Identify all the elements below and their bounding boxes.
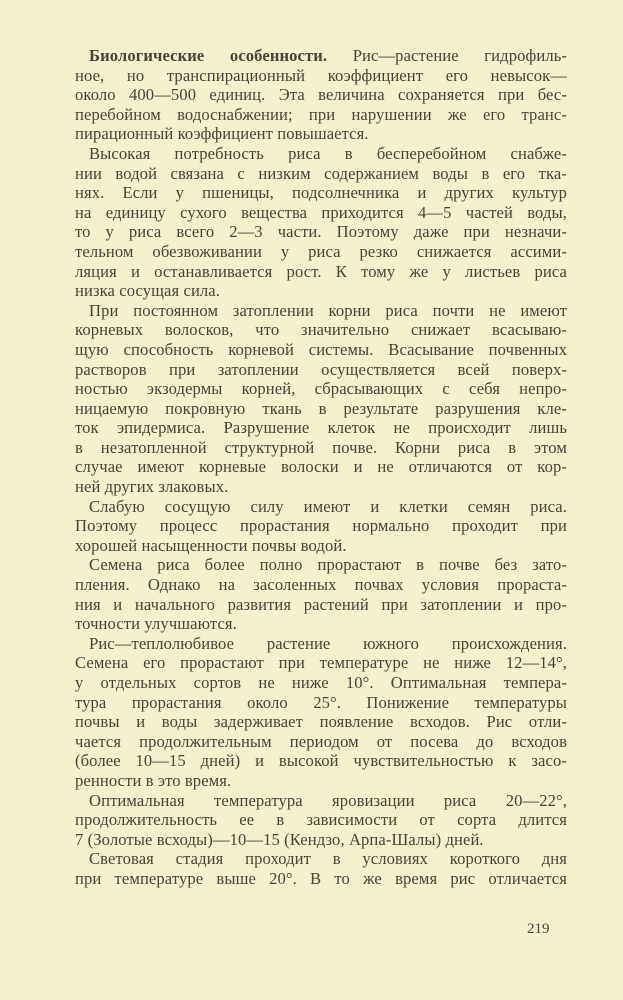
text-line <box>75 46 567 66</box>
text-line: в незатопленной структурной почве. Корни риса в этом <box>75 437 567 457</box>
text-line: ния и начального развития растений при затоплении и про- <box>75 594 567 614</box>
text-line: на единицу сухого вещества приходится 4—5 частей воды, <box>75 202 567 222</box>
text-line: Высокая потребность риса в бесперебойном снабже- <box>89 143 567 163</box>
text-line: Поэтому процесс прорастания нормально проходит при <box>75 516 567 536</box>
text-line: точности улучшаются. <box>75 614 237 634</box>
paragraph <box>75 634 567 791</box>
text-line: тельном обезвоживании у риса резко снижается ассими- <box>75 241 567 261</box>
text-line: корневых волосков, что значительно снижает всасываю- <box>75 320 567 340</box>
text-line: хорошей насыщенности почвы водой. <box>75 535 347 555</box>
text-line: перебойном водоснабжении; при нарушении же его транс- <box>75 104 567 124</box>
paragraph <box>75 555 567 633</box>
text-line: 7 (Золотые всходы)—10—15 (Кендзо, Арпа-Шалы) дней. <box>75 829 484 849</box>
text-line: ницаемую покровную ткань в результате разрушения кле- <box>75 398 567 418</box>
section-lead-heading: Биологические особенности. <box>89 46 328 65</box>
text-line: ляция и останавливается рост. К тому же у листьев риса <box>75 261 567 281</box>
text-line: Семена его прорастают при температуре не ниже 12—14°, <box>75 653 567 673</box>
text-line: щую способность корневой системы. Всасывание почвенных <box>75 339 567 359</box>
text-line: чается продолжительным периодом от посева до всходов <box>75 731 567 751</box>
text-line: ностью экзодермы корней, сбрасывающих с себя непро- <box>75 379 567 399</box>
text-run: Рис—растение гидрофиль- <box>327 46 567 65</box>
page-body-text <box>75 46 567 889</box>
paragraph <box>75 301 567 497</box>
paragraph <box>75 46 567 144</box>
text-line: При постоянном затоплении корни риса почти не имеют <box>89 300 567 320</box>
text-line: Слабую сосущую силу имеют и клетки семян риса. <box>89 496 567 516</box>
page-number: 219 <box>527 921 550 937</box>
text-line: то у риса всего 2—3 части. Поэтому даже при незначи- <box>75 222 567 242</box>
text-line: нях. Если у пшеницы, подсолнечника и других культур <box>75 183 567 203</box>
text-line: Рис—теплолюбивое растение южного происхождения. <box>89 633 567 653</box>
text-line: ренности в это время. <box>75 770 232 790</box>
text-line: низка сосущая сила. <box>75 281 221 301</box>
text-line: пления. Однако на засоленных почвах условия прораста- <box>75 575 567 595</box>
text-line: Семена риса более полно прорастают в почве без зато- <box>89 555 567 575</box>
paragraph <box>75 144 567 301</box>
text-line: растворов при затоплении осуществляется всей поверх- <box>75 359 567 379</box>
text-line: почвы и воды задерживает появление всходов. Рис отли- <box>75 712 567 732</box>
text-line: продолжительность ее в зависимости от сорта длится <box>75 810 567 830</box>
paragraph <box>75 497 567 556</box>
text-line: случае имеют корневые волоски и не отличаются от кор- <box>75 457 567 477</box>
text-line: ное, но транспирационный коэффициент его невысок— <box>75 65 567 85</box>
text-line: ток эпидермиса. Разрушение клеток не происходит лишь <box>75 418 567 438</box>
text-line: около 400—500 единиц. Эта величина сохраняется при бес- <box>75 85 567 105</box>
text-line: пирационный коэффициент повышается. <box>75 124 369 144</box>
text-line: нии водой связана с низким содержанием воды в его тка- <box>75 163 567 183</box>
text-line: Оптимальная температура яровизации риса 20—22°, <box>89 790 567 810</box>
text-line: ней других злаковых. <box>75 477 229 497</box>
text-line: Световая стадия проходит в условиях короткого дня <box>89 849 567 869</box>
text-line: (более 10—15 дней) и высокой чувствительностью к засо- <box>75 751 567 771</box>
paragraph <box>75 849 567 888</box>
text-line: при температуре выше 20°. В то же время рис отличается <box>75 868 567 888</box>
text-line: у отдельных сортов не ниже 10°. Оптимальная темпера- <box>75 673 567 692</box>
text-line: тура прорастания около 25°. Понижение температуры <box>75 692 567 712</box>
paragraph <box>75 791 567 850</box>
